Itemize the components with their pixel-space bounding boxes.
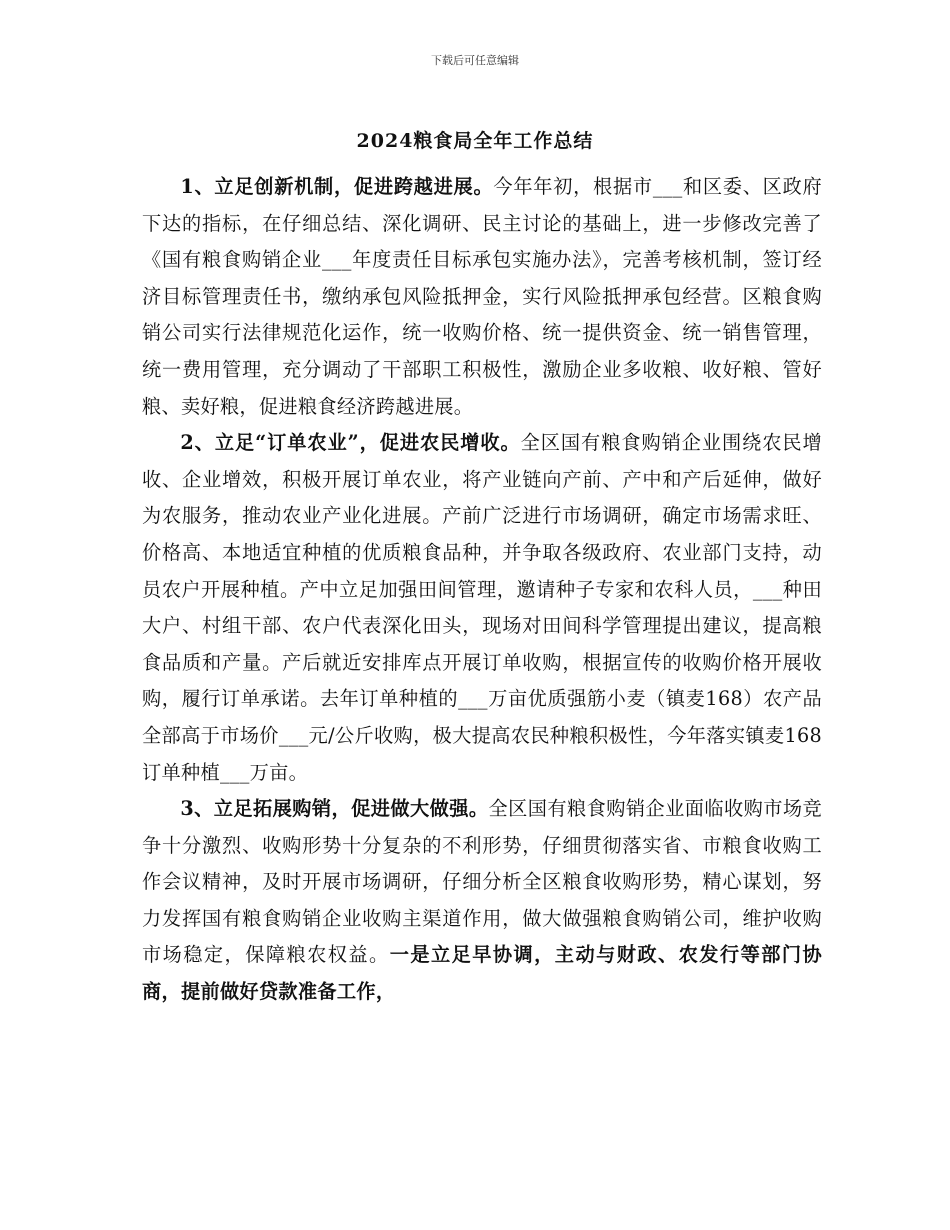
document-title: 2024粮食局全年工作总结 — [356, 130, 594, 152]
page-header-note: 下载后可任意编辑 — [431, 54, 519, 67]
paragraph-2-text: 全区国有粮食购销企业围绕农民增收、企业增效，积极开展订单农业，将产业链向产前、产中和产后延伸，做好为农服务，推动农业产业化进展。产前广泛进行市场调研，确定市场需求旺、价格高、本地适宜种植的优质粮食品种，并争取各级政府、农业部门支持，动员农户开展种植。产中立足加强田间管理，邀请种子专家和农科人员，___种田大户、村组干部、农户代表深化田头，现场对田间科学管理提出建议，提高粮食品质和产量。产后就近安排库点开展订单收购，根据宣传的收购价格开展收购，履行订单承诺。去年订单种植的___万亩优质强筋小麦（镇麦168）农产品全部高于市场价___元/公斤收购，极大提高农民种粮积极性，今年落实镇麦168订单种植___万亩。 — [142, 431, 823, 784]
document-body — [142, 169, 822, 1011]
paragraph-3 — [142, 791, 822, 1011]
paragraph-1 — [142, 169, 822, 425]
paragraph-2 — [142, 425, 822, 791]
paragraph-3-bold-tail: 一是立足早协调，主动与财政、农发行等部门协商，提前做好贷款准备工作， — [142, 943, 822, 1004]
paragraph-3-text: 全区国有粮食购销企业面临收购市场竞争十分激烈、收购形势十分复杂的不利形势，仔细贯彻落实省、市粮食收购工作会议精神，及时开展市场调研，仔细分析全区粮食收购形势，精心谋划，努力发挥国有粮食购销企业收购主渠道作用，做大做强粮食购销公司，维护收购市场稳定，保障粮农权益。 — [142, 797, 822, 967]
paragraph-1-text: 今年年初，根据市___和区委、区政府下达的指标，在仔细总结、深化调研、民主讨论的基础上，进一步修改完善了《国有粮食购销企业___年度责任目标承包实施办法》，完善考核机制，签订经济目标管理责任书，缴纳承包风险抵押金，实行风险抵押承包经营。区粮食购销公司实行法律规范化运作，统一收购价格、统一提供资金、统一销售管理，统一费用管理，充分调动了干部职工积极性，激励企业多收粮、收好粮、管好粮、卖好粮，促进粮食经济跨越进展。 — [142, 175, 822, 418]
paragraph-1-heading: 1、立足创新机制，促进跨越进展。 — [180, 175, 494, 198]
paragraph-2-heading: 2、立足“订单农业”，促进农民增收。 — [180, 431, 521, 455]
paragraph-3-heading: 3、立足拓展购销，促进做大做强。 — [180, 797, 489, 821]
